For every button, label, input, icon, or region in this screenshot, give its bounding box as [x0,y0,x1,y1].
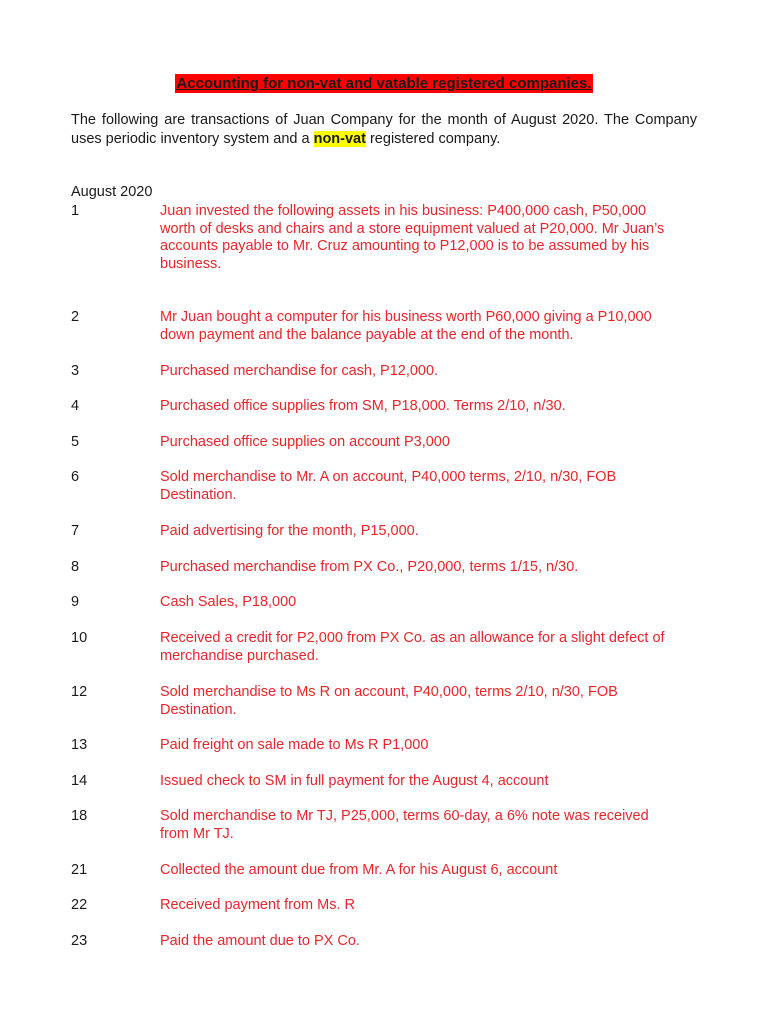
title-wrap [71,74,697,93]
transaction-day: 9 [71,594,80,610]
transaction-text: Purchased office supplies on account P3,000 [160,434,450,450]
transaction-day: 4 [71,398,80,414]
transaction-day: 14 [71,773,88,789]
intro-text-start: The following are transactions of Juan Company for the month of August 2020. The Company uses periodic inventory system and a [71,112,697,147]
transaction-text: Cash Sales, P18,000 [160,594,297,610]
transaction-day: 22 [71,897,88,913]
transaction-text: Collected the amount due from Mr. A for his August 6, account [160,862,558,878]
intro-text-end: registered company. [365,131,501,147]
transaction-text: Sold merchandise to Mr. A on account, P40,000 terms, 2/10, n/30, FOB Destination. [160,469,617,503]
transaction-day: 5 [71,434,80,450]
transaction-text: Purchased office supplies from SM, P18,000. Terms 2/10, n/30. [160,398,566,414]
transaction-day: 18 [71,808,88,824]
transaction-text: Paid the amount due to PX Co. [160,933,360,949]
transaction-text: Sold merchandise to Ms R on account, P40,000, terms 2/10, n/30, FOB Destination. [160,684,618,718]
transaction-day: 21 [71,862,88,878]
transaction-text: Mr Juan bought a computer for his business worth P60,000 giving a P10,000 down payment and the balance payable at the end of the month. [160,309,652,343]
transaction-text: Received a credit for P2,000 from PX Co. as an allowance for a slight defect of merchandise purchased. [160,630,665,664]
transaction-text: Issued check to SM in full payment for the August 4, account [160,773,549,789]
transaction-text: Purchased merchandise from PX Co., P20,000, terms 1/15, n/30. [160,559,579,575]
document-title: Accounting for non-vat and vatable registered companies. [176,75,592,92]
transaction-day: 6 [71,469,80,485]
transaction-day: 8 [71,559,80,575]
intro-paragraph [71,111,697,149]
transaction-day: 2 [71,309,80,325]
transaction-text: Received payment from Ms. R [160,897,356,913]
transaction-text: Paid advertising for the month, P15,000. [160,523,419,539]
month-label: August 2020 [71,184,153,200]
transaction-day: 12 [71,684,88,700]
transaction-text: Purchased merchandise for cash, P12,000. [160,363,439,379]
transaction-text: Paid freight on sale made to Ms R P1,000 [160,737,429,753]
transaction-day: 7 [71,523,80,539]
transaction-day: 10 [71,630,88,646]
transaction-day: 3 [71,363,80,379]
transaction-day: 23 [71,933,88,949]
intro-highlight: non-vat [313,131,366,147]
transaction-text: Sold merchandise to Mr TJ, P25,000, terms 60-day, a 6% note was received from Mr TJ. [160,808,649,842]
transaction-day: 13 [71,737,88,753]
transaction-text: Juan invested the following assets in his business: P400,000 cash, P50,000 worth of desks and chairs and a store equipment valued at P20,000. Mr Juan’s accounts payable to Mr. Cruz amounting to P12,000 is to be assumed by his business. [160,203,665,272]
transaction-day: 1 [71,203,80,219]
